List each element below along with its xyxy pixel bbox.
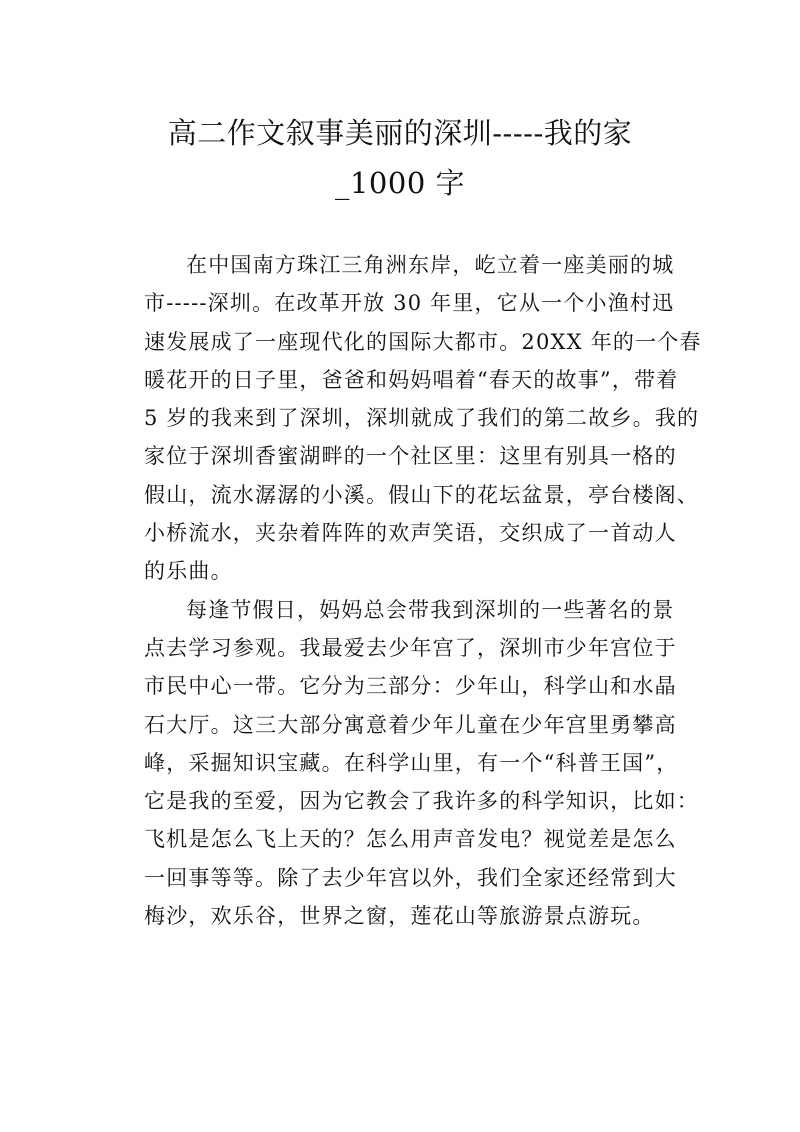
- text-line: 假山，流水潺潺的小溪。假山下的花坛盆景，亭台楼阁、: [144, 482, 699, 507]
- text-line: 它是我的至爱，因为它教会了我许多的科学知识，比如：: [144, 789, 699, 814]
- text-line: 小桥流水，夹杂着阵阵的欢声笑语，交织成了一首动人: [144, 521, 677, 546]
- text-line: 梅沙，欢乐谷，世界之窗，莲花山等旅游景点游玩。: [144, 904, 655, 929]
- text-line: 市民中心一带。它分为三部分：少年山，科学山和水晶: [144, 674, 677, 699]
- title-line: 高二作文叙事美丽的深圳-----我的家: [167, 116, 633, 150]
- text-line: 家位于深圳香蜜湖畔的一个社区里：这里有别具一格的: [144, 444, 677, 469]
- text-line: 峰，采掘知识宝藏。在科学山里，有一个“科普王国”，: [144, 750, 679, 775]
- text-line: 暖花开的日子里，爸爸和妈妈唱着“春天的故事”，带着: [144, 367, 679, 392]
- title-line: _1000 字: [334, 166, 466, 200]
- text-line: 一回事等等。除了去少年宫以外，我们全家还经常到大: [144, 865, 677, 890]
- text-line: 的乐曲。: [144, 559, 233, 584]
- text-line: 市-----深圳。在改革开放 30 年里，它从一个小渔村迅: [144, 291, 675, 316]
- document-title: [140, 108, 660, 208]
- text-line: 飞机是怎么飞上天的？怎么用声音发电？视觉差是怎么: [144, 827, 677, 852]
- text-line: 点去学习参观。我最爱去少年宫了，深圳市少年宫位于: [144, 635, 677, 660]
- text-line: 速发展成了一座现代化的国际大都市。20XX 年的一个春: [144, 329, 702, 354]
- text-line: 在中国南方珠江三角洲东岸，屹立着一座美丽的城: [186, 253, 675, 277]
- text-line: 石大厅。这三大部分寓意着少年儿童在少年宫里勇攀高: [144, 712, 677, 737]
- text-line: 5 岁的我来到了深圳，深圳就成了我们的第二故乡。我的: [144, 406, 700, 431]
- document-body: [144, 246, 702, 935]
- paragraph-2: [144, 591, 699, 936]
- text-line: 每逢节假日，妈妈总会带我到深圳的一些著名的景: [186, 597, 675, 622]
- paragraph-1: [144, 246, 702, 591]
